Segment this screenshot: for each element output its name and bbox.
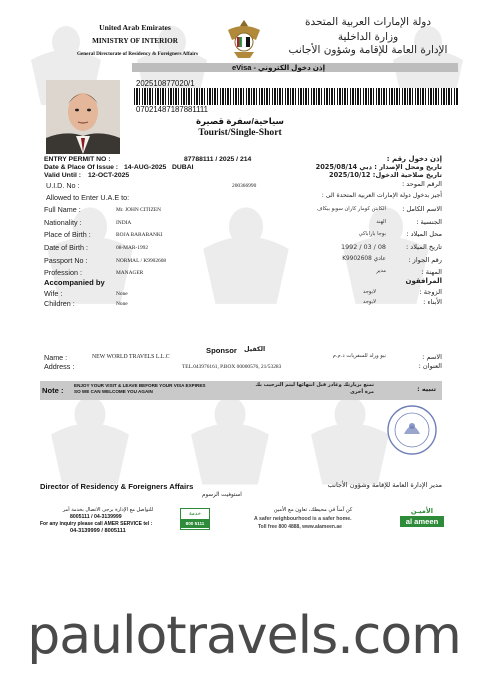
header-ar-ministry: وزارة الداخلية <box>337 31 399 43</box>
barcode-number-top: 202510877020/1 <box>136 79 195 88</box>
header-ar-country: دولة الإمارات العربية المتحدة <box>304 16 432 28</box>
falcon-watermark <box>180 390 280 495</box>
nationality-value-ar: الهند <box>376 219 386 225</box>
contact-ar: للتواصل مع الإدارة برجى الاتصال بخدمة أمر <box>62 507 154 513</box>
wife-label-ar: الزوجة : <box>419 288 442 296</box>
header-en-ministry: MINISTRY OF INTERIOR <box>92 37 178 45</box>
passport-no-label: Passport No : <box>44 256 88 265</box>
contact-numbers: 04-3139999 / 8005111 <box>70 528 126 534</box>
note-text: ENJOY YOUR VISIT & LEAVE BEFORE YOUR VISA EXPIRES SO WE CAN WELCOME YOU AGAIN <box>74 383 206 394</box>
date-of-birth-label-ar: تاريخ الميلاد : <box>405 243 442 251</box>
header-en-country: United Arab Emirates <box>99 23 171 32</box>
sponsor-title: Sponsor <box>206 346 237 355</box>
date-place-ar: تاريخ ومحل الإصدار : دبي 2025/08/14 <box>315 163 442 171</box>
profession-label: Profession : <box>44 268 82 277</box>
director-en: Director of Residency & Foreigners Affairs <box>40 482 194 491</box>
sponsor-address-label-ar: العنوان : <box>418 362 442 370</box>
uae-emblem <box>226 18 262 60</box>
header-ar-directorate: الإدارة العامة للإقامة وشؤون الأجانب <box>288 44 448 56</box>
barcode-number-bottom: 07021487187881111 <box>136 105 208 114</box>
falcon-watermark <box>196 200 296 315</box>
sponsor-title-ar: الكفيل <box>244 345 266 353</box>
website-watermark: paulotravels.com <box>27 606 461 666</box>
visa-type-en: Tourist/Single-Short <box>198 127 282 138</box>
uid-label: U.I.D. No : <box>46 181 80 190</box>
sponsor-name-value: NEW WORLD TRAVELS L.L.C <box>92 354 170 360</box>
evisa-banner-ar: إذن دخول الكتروني <box>258 63 326 72</box>
official-stamp <box>386 404 438 456</box>
alameen-logo <box>400 506 444 528</box>
children-label: Children : <box>44 299 75 308</box>
profession-label-ar: المهنة : <box>421 268 442 276</box>
children-value-ar: لايوجد <box>362 299 376 305</box>
falcon-watermark <box>40 390 140 495</box>
passport-no-value: NORMAL / K9902608 <box>116 258 167 264</box>
profession-value: MANAGER <box>116 270 144 276</box>
falcon-watermark <box>300 390 400 495</box>
visa-type-ar: سياحية/سفرة قصيرة <box>196 116 284 126</box>
uid-value: 200366990 <box>232 183 257 189</box>
passport-no-label-ar: رقم الجواز : <box>408 256 442 264</box>
alameen-ar-line: كن آمناً في محيطك، تعاون مع الأمين <box>273 507 353 513</box>
place-of-birth-label: Place of Birth : <box>44 230 91 239</box>
date-of-birth-value: 08-MAR-1992 <box>116 245 149 251</box>
alameen-logo-en: al ameen <box>400 516 444 527</box>
date-place-label: Date & Place Of Issue : <box>44 164 119 171</box>
profession-value-ar: مدير <box>376 268 386 274</box>
entry-permit-label: ENTRY PERMIT NO : <box>44 156 111 163</box>
barcode <box>134 88 458 105</box>
place-of-birth-label-ar: محل الميلاد : <box>406 230 442 238</box>
date-of-birth-value-ar: 1992 / 03 / 08 <box>341 243 386 251</box>
note-label-ar: تنبيه : <box>417 385 436 393</box>
full-name-label-ar: الاسم الكامل : <box>402 205 442 213</box>
sponsor-name-label: Name : <box>44 353 68 362</box>
full-name-value-ar: الكابتن كومار كاران سوبو بيكاف <box>317 206 386 212</box>
date-of-birth-label: Date of Birth : <box>44 243 88 252</box>
date-place-value: 14-AUG-2025 DUBAI <box>124 164 194 171</box>
valid-until-label: Valid Until : <box>44 172 82 179</box>
nationality-label-ar: الجنسية : <box>416 218 442 226</box>
wife-value-ar: لايوجد <box>362 289 376 295</box>
uid-label-ar: الرقم الموحد : <box>401 180 442 188</box>
entry-permit-value: 87788111 / 2025 / 214 <box>184 156 252 163</box>
sponsor-name-label-ar: الاسم : <box>422 353 442 361</box>
place-of-birth-value-ar: بوجا باراباكي <box>358 231 386 237</box>
director-ar: مدير الإدارة العامة للإقامة وشؤون الأجانب <box>327 481 442 489</box>
valid-until-ar: تاريخ صلاحية الدخول: 2025/10/12 <box>328 171 442 179</box>
note-label: Note : <box>42 386 64 395</box>
accompanied-label: Accompanied by <box>44 278 105 287</box>
place-of-birth-value: BOJA BARABANKI <box>116 232 163 238</box>
nationality-value: INDIA <box>116 220 132 226</box>
sponsor-address-value: TEL.043976161, P.BOX 00000576, 21/53283 <box>182 364 282 370</box>
contact-ar-numbers: 8005111 / 04-3139999 <box>70 514 122 520</box>
amer-logo-number: 800 5111 <box>181 519 209 528</box>
full-name-value: Mr. JOHN CITIZEN <box>116 207 162 213</box>
allowed-label: Allowed to Enter U.A.E to: <box>46 193 130 202</box>
sponsor-name-value-ar: نيو ورلد للسفريات ذ.م.م <box>332 353 386 359</box>
accompanied-label-ar: المرافقون <box>405 277 442 285</box>
alameen-logo-ar: الأميـن <box>410 507 434 515</box>
valid-until-value: 12-OCT-2025 <box>88 172 130 179</box>
alameen-en-line1: A safer neighbourhood is a safer home. <box>254 516 352 522</box>
amer-logo-ar: خدمة <box>189 511 201 517</box>
passport-no-value-ar: عادي K9902608 <box>342 256 386 262</box>
children-label-ar: الأبناء : <box>423 298 442 306</box>
alameen-en-line2: Toll free 800 4888, www.alameen.ae <box>258 524 342 530</box>
sponsor-address-label: Address : <box>44 362 75 371</box>
full-name-label: Full Name : <box>44 205 81 214</box>
evisa-banner-en: eVisa - <box>232 63 257 72</box>
header-en-directorate: General Directorate of Residency & Foreigners Affairs <box>76 51 199 57</box>
applicant-photo <box>46 80 120 154</box>
wife-value: None <box>116 291 128 297</box>
contact-en: For any inquiry please call AMER SERVICE tel : <box>40 521 153 527</box>
allowed-label-ar: أجيز بدخول دولة الإمارات العربية المتحدة الى : <box>321 192 442 199</box>
children-value: None <box>116 301 128 307</box>
amer-logo <box>180 508 210 530</box>
signature-ar: استوفيت الرسوم <box>202 492 242 498</box>
entry-permit-label-ar: إذن دخول رقم : <box>386 155 442 163</box>
nationality-label: Nationality : <box>44 218 82 227</box>
wife-label: Wife : <box>44 289 63 298</box>
note-text-ar: تمتع بزيارتك وغادر قبل انتهائها ليتم الترحيب بك مرة أخرى <box>255 382 374 395</box>
